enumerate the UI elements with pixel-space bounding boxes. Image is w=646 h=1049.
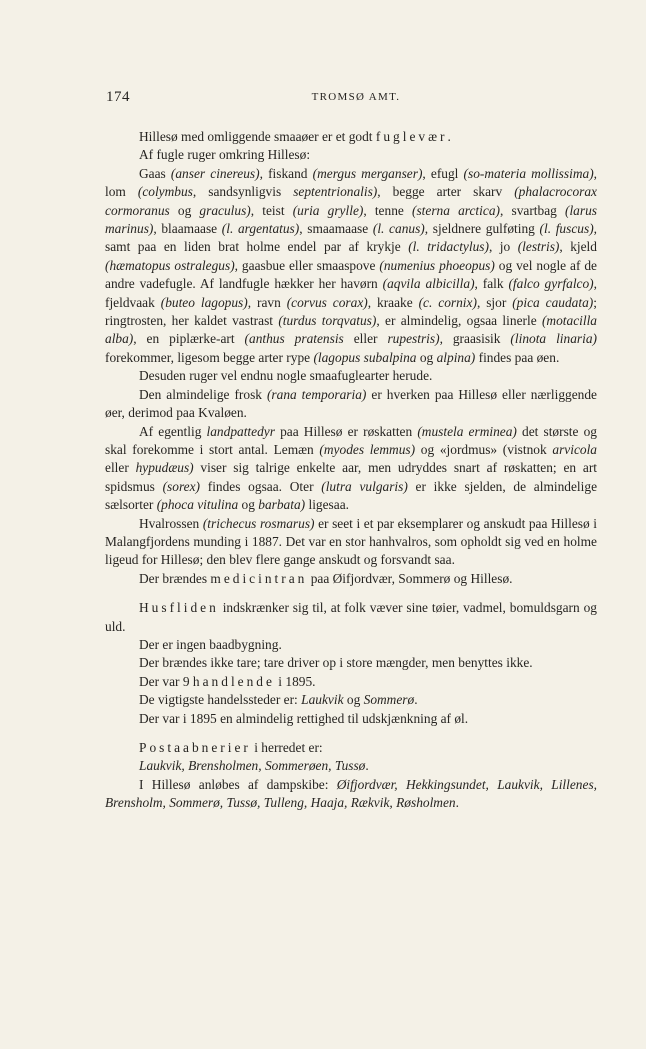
latin-name: (lestris) <box>517 239 560 255</box>
text-run: , smaamaase <box>299 221 373 237</box>
text-run: og <box>343 692 364 708</box>
spaced-emphasis: fuglevær <box>375 129 448 144</box>
text-run: , teist <box>250 202 293 218</box>
latin-name: alpina) <box>436 349 476 365</box>
latin-name: (falco gyrfalco) <box>508 276 594 292</box>
latin-name: (hæmatopus ostralegus) <box>105 257 235 273</box>
latin-name: (l. fuscus) <box>539 221 594 237</box>
text-run: paa Hillesø er røskatten <box>274 423 418 439</box>
latin-name: hypudæus) <box>135 460 194 476</box>
spaced-emphasis: medicintran <box>210 570 308 586</box>
text-run: og «jordmus» (vistnok <box>415 441 553 457</box>
latin-name: (aqvila albicilla) <box>382 276 475 292</box>
latin-name: septentrionalis) <box>293 184 378 200</box>
paragraph-post-office-list <box>105 757 597 775</box>
text-run: Der brændes <box>139 570 211 586</box>
text-run: . <box>365 758 369 774</box>
text-run: ligesaa. <box>305 497 349 513</box>
latin-name: (colymbus <box>137 184 193 200</box>
text-run: Hillesø med omliggende smaaøer er et godt <box>139 129 376 144</box>
text-run: , lom <box>105 165 598 200</box>
place-name: Øifjordvær, Hekkingsundet, Laukvik, Lillenes, Brensholm, Sommerø, Tussø, Tulleng, Haaja, Rækvik, Røsholmen <box>105 776 597 811</box>
latin-name: barbata) <box>258 497 306 513</box>
text-run: ; ringtrosten, her kaldet vastrast <box>105 294 597 329</box>
text-run: , fiskand <box>259 165 313 181</box>
spaced-emphasis: Husfliden <box>139 600 219 616</box>
latin-name: (lagopus subalpina <box>313 349 417 365</box>
text-run: Der brændes ikke tare; tare driver op i store mængder, men benyttes ikke. <box>139 655 533 671</box>
section-gap <box>105 728 597 739</box>
place-name: Sommerø <box>363 692 415 708</box>
latin-name: (numenius phoeopus) <box>379 257 495 273</box>
text-run: eller <box>105 460 136 476</box>
latin-name: (lutra vulgaris) <box>321 478 408 494</box>
latin-name: (c. cornix) <box>418 294 477 310</box>
text-run: Desuden ruger vel endnu nogle smaafuglearter herude. <box>139 368 433 384</box>
latin-name: (mergus merganser) <box>312 165 423 181</box>
text-run: og <box>416 349 437 365</box>
latin-name: graculus) <box>199 202 251 218</box>
running-title: TROMSØ AMT. <box>311 91 401 103</box>
text-run: , blaamaase <box>153 221 222 237</box>
text-run: er seet i et par eksemplarer og anskudt paa Hillesø i Malangfjordens munding i 1887. Det var en stor hanhvalros, som opholdt sig ved en holme ligeud for Hillesø; den blev flere gange anskudt og forsvandt saa. <box>105 515 597 568</box>
text-run: , falk <box>474 276 509 292</box>
paragraph-post-offices <box>105 739 597 757</box>
latin-name: (linota linaria) <box>510 331 597 347</box>
latin-name: (l. argentatus) <box>221 221 300 237</box>
latin-name: rupestris) <box>387 331 440 347</box>
text-run: forekommer, ligesom begge arter rype <box>105 349 314 365</box>
text-run: I Hillesø anløbes af dampskibe: <box>139 776 337 792</box>
paragraph-kelp <box>105 654 597 672</box>
latin-name: (l. tridactylus) <box>408 239 489 255</box>
text-run: findes paa øen. <box>475 349 560 365</box>
text-run: viser sig talrige enkelte aar, men udryddes snart af røskatten; en art spidsmus <box>105 460 597 494</box>
text-run: , sandsynligvis <box>192 184 294 200</box>
latin-name: (corvus corax) <box>286 294 368 310</box>
text-run: . <box>455 795 459 811</box>
text-run: Gaas <box>139 165 171 181</box>
spaced-emphasis: handlende <box>192 673 275 689</box>
paragraph-walrus <box>105 515 597 570</box>
text-run: , en piplærke-art <box>133 331 245 347</box>
paragraph-licence <box>105 710 597 728</box>
text-run: Af egentlig <box>139 423 207 439</box>
text-run: findes ogsaa. Oter <box>200 478 322 494</box>
latin-name: (phoca vitulina <box>156 497 239 513</box>
paragraph-medicinal-oil <box>105 570 597 588</box>
text-run: , er almindelig, ogsaa linerle <box>376 313 542 329</box>
latin-name: (mustela erminea) <box>417 423 517 439</box>
text-run: og vel nogle af de andre vadefugle. Af landfugle hækker her havørn <box>105 257 598 292</box>
latin-name: (uria grylle) <box>292 202 364 218</box>
body-text <box>105 128 597 813</box>
text-run: Hvalrossen <box>139 515 203 531</box>
page-number: 174 <box>106 89 130 105</box>
text-run: . <box>414 692 418 708</box>
text-run: indskrænker sig til, at folk væver sine tøier, vadmel, bomuldsgarn og uld. <box>105 600 597 634</box>
text-run: , ravn <box>247 294 287 310</box>
paragraph-trading-posts <box>105 691 597 709</box>
text-run: eller <box>343 331 388 347</box>
text-run: , tenne <box>363 202 412 218</box>
paragraph-frog <box>105 386 597 423</box>
text-run: , gaasbue eller smaaspove <box>234 257 380 273</box>
latin-name: (pica caudata) <box>512 294 594 310</box>
latin-name: (turdus torqvatus) <box>278 313 377 329</box>
latin-name: (larus marinus) <box>105 202 597 237</box>
paragraph-merchants <box>105 673 597 691</box>
latin-name: landpattedyr <box>206 423 275 439</box>
text-run: Af fugle ruger omkring Hillesø: <box>139 147 311 163</box>
paragraph-bird-species <box>105 165 597 367</box>
text-run: , efugl <box>422 165 464 181</box>
text-run: er hverken paa Hillesø eller nærliggende øer, derimod paa Kvaløen. <box>105 386 597 421</box>
section-gap <box>105 588 597 599</box>
text-run: og <box>169 202 200 218</box>
paragraph-land-mammals <box>105 423 597 515</box>
text-run: i herredet er: <box>250 740 323 755</box>
page-header <box>106 89 596 107</box>
text-run: , kjeld <box>559 239 597 255</box>
latin-name: (anthus pratensis <box>244 331 344 347</box>
latin-name: (phalacrocorax cormoranus <box>105 184 597 218</box>
text-run: er ikke sjelden, de almindelige sælsorter <box>105 478 598 513</box>
text-run: Der var i 1895 en almindelig rettighed til udskjænkning af øl. <box>139 710 469 726</box>
text-run: , fjeldvaak <box>105 276 598 310</box>
paragraph-steamship-calls <box>105 776 597 813</box>
text-run: , jo <box>488 239 518 255</box>
text-run: , svartbag <box>499 202 565 218</box>
latin-name: (so-materia mollissima) <box>463 165 594 181</box>
latin-name: arvicola <box>552 441 597 457</box>
text-run: i 1895. <box>274 673 316 689</box>
text-run: , sjor <box>476 294 513 310</box>
text-run: Der var 9 <box>139 673 193 689</box>
latin-name: (sorex) <box>162 478 201 494</box>
latin-name: (buteo lagopus) <box>160 294 248 310</box>
paragraph-birds-intro <box>105 146 597 164</box>
latin-name: (myodes lemmus) <box>319 441 416 457</box>
paragraph-boatbuilding <box>105 636 597 654</box>
text-run: De vigtigste handelssteder er: <box>139 692 302 708</box>
text-run: og <box>238 497 259 513</box>
latin-name: (trichecus rosmarus) <box>202 515 315 531</box>
place-name: Laukvik <box>301 692 344 708</box>
spaced-emphasis: Postaabnerier <box>139 740 251 755</box>
latin-name: (sterna arctica) <box>412 202 500 218</box>
latin-name: (anser cinereus) <box>170 165 260 181</box>
text-run: , begge arter skarv <box>377 184 515 200</box>
paragraph-small-birds <box>105 367 597 385</box>
latin-name: (l. canus) <box>372 221 425 237</box>
text-run: . <box>447 129 451 144</box>
text-run: Den almindelige frosk <box>139 386 267 402</box>
paragraph-fuglevaer <box>105 128 597 146</box>
text-run: , graasisik <box>439 331 511 347</box>
text-run: det største og skal forekomme i stort antal. Lemæn <box>105 423 597 457</box>
latin-name: (rana temporaria) <box>266 386 367 402</box>
paragraph-home-industry <box>105 599 597 636</box>
place-name: Laukvik, Brensholmen, Sommerøen, Tussø <box>139 758 366 774</box>
text-run: Der er ingen baadbygning. <box>139 636 282 652</box>
text-run: , samt paa en liden brat holme endel par af krykje <box>105 221 598 255</box>
text-run: , kraake <box>367 294 419 310</box>
text-run: paa Øifjordvær, Sommerø og Hillesø. <box>307 570 513 586</box>
latin-name: (motacilla alba) <box>105 313 597 347</box>
text-run: , sjeldnere gulføting <box>424 221 540 237</box>
